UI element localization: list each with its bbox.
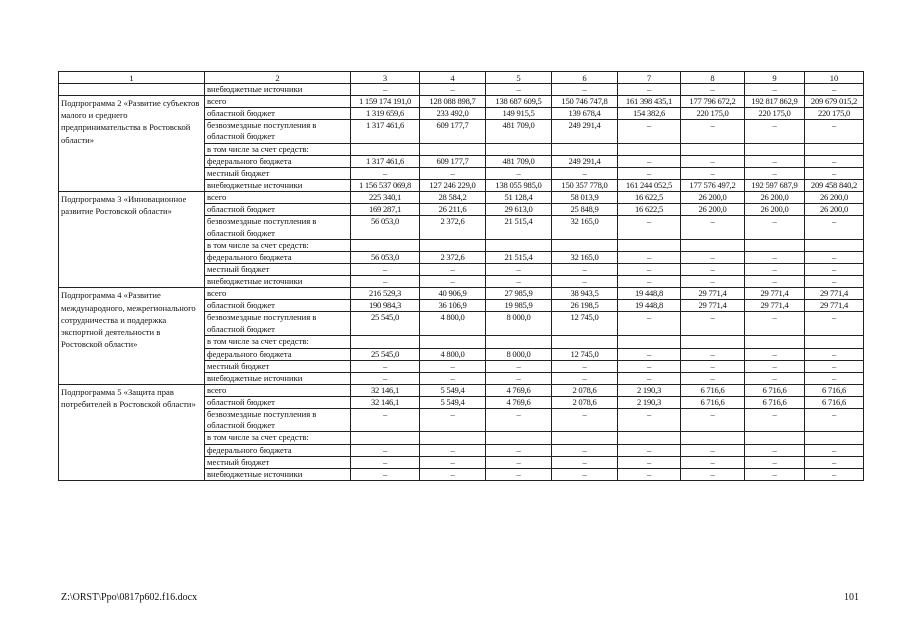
- source-label: внебюджетные источники: [205, 84, 351, 96]
- value-cell: [745, 432, 805, 444]
- source-label: федерального бюджета: [205, 252, 351, 264]
- value-cell: 29 613,0: [486, 204, 552, 216]
- value-cell: 233 492,0: [420, 108, 486, 120]
- source-label: в том числе за счет средств:: [205, 432, 351, 444]
- value-cell: –: [805, 360, 864, 372]
- source-label: в том числе за счет средств:: [205, 336, 351, 348]
- value-cell: 220 175,0: [745, 108, 805, 120]
- value-cell: –: [486, 264, 552, 276]
- header-cell: 7: [618, 72, 681, 84]
- value-cell: 2 078,6: [552, 396, 618, 408]
- source-label: безвозмездные поступления в областной бюджет: [205, 120, 351, 144]
- value-cell: [486, 336, 552, 348]
- table-body: [59, 72, 864, 481]
- subprogram-title: Подпрограмма 3 «Инновационное развитие Ростовской области»: [59, 192, 205, 288]
- source-label: всего: [205, 192, 351, 204]
- value-cell: [745, 143, 805, 155]
- value-cell: 29 771,4: [745, 300, 805, 312]
- source-label: всего: [205, 384, 351, 396]
- source-label: всего: [205, 288, 351, 300]
- value-cell: 6 716,6: [805, 396, 864, 408]
- value-cell: 1 317 461,6: [351, 120, 420, 144]
- source-label: в том числе за счет средств:: [205, 240, 351, 252]
- value-cell: [618, 432, 681, 444]
- page-number: 101: [844, 592, 859, 603]
- value-cell: –: [681, 360, 745, 372]
- value-cell: [681, 432, 745, 444]
- source-label: всего: [205, 96, 351, 108]
- value-cell: 177 576 497,2: [681, 180, 745, 192]
- value-cell: 1 319 659,6: [351, 108, 420, 120]
- value-cell: –: [618, 468, 681, 480]
- source-label: местный бюджет: [205, 360, 351, 372]
- value-cell: 40 906,9: [420, 288, 486, 300]
- value-cell: 192 817 862,9: [745, 96, 805, 108]
- value-cell: [552, 240, 618, 252]
- source-label: внебюджетные источники: [205, 372, 351, 384]
- value-cell: 481 709,0: [486, 120, 552, 144]
- value-cell: –: [805, 312, 864, 336]
- value-cell: 38 943,5: [552, 288, 618, 300]
- value-cell: –: [420, 168, 486, 180]
- value-cell: 128 088 898,7: [420, 96, 486, 108]
- value-cell: –: [351, 264, 420, 276]
- value-cell: –: [745, 348, 805, 360]
- value-cell: –: [618, 168, 681, 180]
- value-cell: –: [351, 276, 420, 288]
- subprogram-title: Подпрограмма 5 «Защита прав потребителей в Ростовской области»: [59, 384, 205, 480]
- value-cell: –: [486, 456, 552, 468]
- value-cell: 19 448,8: [618, 288, 681, 300]
- value-cell: 28 584,2: [420, 192, 486, 204]
- subprogram-title: Подпрограмма 4 «Развитие международного, межрегионального сотрудничества и поддержка экспортной деятельности в Ростовской области»: [59, 288, 205, 384]
- value-cell: 21 515,4: [486, 216, 552, 240]
- value-cell: [681, 336, 745, 348]
- value-cell: –: [745, 156, 805, 168]
- value-cell: 161 244 052,5: [618, 180, 681, 192]
- value-cell: [552, 143, 618, 155]
- value-cell: –: [745, 276, 805, 288]
- value-cell: –: [618, 276, 681, 288]
- value-cell: –: [552, 360, 618, 372]
- value-cell: –: [618, 456, 681, 468]
- value-cell: 4 800,0: [420, 312, 486, 336]
- header-cell: 9: [745, 72, 805, 84]
- value-cell: 21 515,4: [486, 252, 552, 264]
- value-cell: 177 796 672,2: [681, 96, 745, 108]
- value-cell: –: [745, 408, 805, 432]
- value-cell: –: [618, 264, 681, 276]
- value-cell: –: [618, 348, 681, 360]
- source-label: местный бюджет: [205, 456, 351, 468]
- value-cell: 26 200,0: [681, 204, 745, 216]
- value-cell: [745, 336, 805, 348]
- value-cell: –: [420, 264, 486, 276]
- value-cell: 249 291,4: [552, 156, 618, 168]
- value-cell: 249 291,4: [552, 120, 618, 144]
- value-cell: –: [805, 456, 864, 468]
- value-cell: [351, 240, 420, 252]
- value-cell: –: [745, 84, 805, 96]
- value-cell: –: [681, 156, 745, 168]
- header-cell: 3: [351, 72, 420, 84]
- value-cell: [681, 143, 745, 155]
- value-cell: –: [681, 120, 745, 144]
- value-cell: –: [486, 168, 552, 180]
- value-cell: 2 372,6: [420, 216, 486, 240]
- value-cell: 27 985,9: [486, 288, 552, 300]
- value-cell: –: [805, 168, 864, 180]
- value-cell: 29 771,4: [745, 288, 805, 300]
- header-cell: 1: [59, 72, 205, 84]
- value-cell: –: [681, 468, 745, 480]
- value-cell: 216 529,3: [351, 288, 420, 300]
- value-cell: 32 165,0: [552, 216, 618, 240]
- value-cell: –: [420, 456, 486, 468]
- value-cell: 4 769,6: [486, 396, 552, 408]
- value-cell: –: [745, 468, 805, 480]
- value-cell: [805, 336, 864, 348]
- value-cell: –: [351, 456, 420, 468]
- value-cell: –: [745, 120, 805, 144]
- value-cell: –: [618, 372, 681, 384]
- value-cell: 220 175,0: [805, 108, 864, 120]
- value-cell: –: [486, 372, 552, 384]
- value-cell: 26 211,6: [420, 204, 486, 216]
- value-cell: 4 800,0: [420, 348, 486, 360]
- value-cell: 19 448,8: [618, 300, 681, 312]
- value-cell: 56 053,0: [351, 252, 420, 264]
- value-cell: –: [681, 372, 745, 384]
- table-row: [59, 84, 864, 96]
- source-label: областной бюджет: [205, 204, 351, 216]
- value-cell: –: [618, 120, 681, 144]
- value-cell: –: [420, 408, 486, 432]
- value-cell: 138 055 985,0: [486, 180, 552, 192]
- value-cell: –: [351, 444, 420, 456]
- value-cell: –: [552, 456, 618, 468]
- value-cell: –: [351, 84, 420, 96]
- value-cell: 12 745,0: [552, 348, 618, 360]
- value-cell: 138 687 609,5: [486, 96, 552, 108]
- value-cell: 4 769,6: [486, 384, 552, 396]
- value-cell: 2 190,3: [618, 384, 681, 396]
- value-cell: –: [745, 216, 805, 240]
- value-cell: –: [420, 372, 486, 384]
- value-cell: –: [681, 408, 745, 432]
- value-cell: 150 357 778,0: [552, 180, 618, 192]
- value-cell: –: [681, 84, 745, 96]
- value-cell: –: [618, 252, 681, 264]
- value-cell: 149 915,5: [486, 108, 552, 120]
- value-cell: [351, 143, 420, 155]
- value-cell: –: [552, 168, 618, 180]
- value-cell: 2 190,3: [618, 396, 681, 408]
- value-cell: 29 771,4: [805, 300, 864, 312]
- value-cell: [486, 432, 552, 444]
- value-cell: 32 146,1: [351, 384, 420, 396]
- value-cell: 139 678,4: [552, 108, 618, 120]
- source-label: федерального бюджета: [205, 348, 351, 360]
- value-cell: 26 198,5: [552, 300, 618, 312]
- subprogram-title: Подпрограмма 2 «Развитие субъектов малого и среднего предпринимательства в Ростовской области»: [59, 96, 205, 192]
- source-label: безвозмездные поступления в областной бюджет: [205, 216, 351, 240]
- value-cell: 150 746 747,8: [552, 96, 618, 108]
- value-cell: –: [618, 216, 681, 240]
- value-cell: 5 549,4: [420, 384, 486, 396]
- value-cell: –: [681, 312, 745, 336]
- value-cell: [486, 240, 552, 252]
- value-cell: 16 622,5: [618, 204, 681, 216]
- value-cell: 25 848,9: [552, 204, 618, 216]
- value-cell: 25 545,0: [351, 348, 420, 360]
- source-label: местный бюджет: [205, 264, 351, 276]
- value-cell: –: [805, 372, 864, 384]
- value-cell: –: [681, 264, 745, 276]
- value-cell: –: [618, 444, 681, 456]
- value-cell: 56 053,0: [351, 216, 420, 240]
- value-cell: 2 372,6: [420, 252, 486, 264]
- value-cell: [618, 240, 681, 252]
- table-row: [59, 384, 864, 396]
- value-cell: 19 985,9: [486, 300, 552, 312]
- value-cell: 58 013,9: [552, 192, 618, 204]
- value-cell: –: [681, 348, 745, 360]
- value-cell: 209 458 840,2: [805, 180, 864, 192]
- value-cell: –: [805, 264, 864, 276]
- value-cell: 220 175,0: [681, 108, 745, 120]
- value-cell: 25 545,0: [351, 312, 420, 336]
- program-cell: [59, 84, 205, 96]
- value-cell: –: [681, 456, 745, 468]
- value-cell: –: [745, 372, 805, 384]
- value-cell: [351, 432, 420, 444]
- value-cell: [351, 336, 420, 348]
- value-cell: –: [745, 360, 805, 372]
- value-cell: –: [552, 444, 618, 456]
- value-cell: –: [681, 252, 745, 264]
- value-cell: –: [618, 360, 681, 372]
- footer-file-path: Z:\ORST\Ppo\0817p602.f16.docx: [61, 592, 198, 603]
- header-cell: 6: [552, 72, 618, 84]
- value-cell: 481 709,0: [486, 156, 552, 168]
- value-cell: –: [618, 312, 681, 336]
- value-cell: 6 716,6: [681, 396, 745, 408]
- value-cell: –: [552, 468, 618, 480]
- value-cell: 1 159 174 191,0: [351, 96, 420, 108]
- value-cell: 32 146,1: [351, 396, 420, 408]
- header-cell: 2: [205, 72, 351, 84]
- header-cell: 10: [805, 72, 864, 84]
- source-label: в том числе за счет средств:: [205, 143, 351, 155]
- value-cell: 29 771,4: [805, 288, 864, 300]
- value-cell: 209 679 015,2: [805, 96, 864, 108]
- value-cell: 26 200,0: [745, 192, 805, 204]
- value-cell: –: [351, 408, 420, 432]
- value-cell: –: [351, 168, 420, 180]
- value-cell: –: [351, 468, 420, 480]
- header-row: [59, 72, 864, 84]
- value-cell: –: [805, 468, 864, 480]
- value-cell: [745, 240, 805, 252]
- value-cell: –: [486, 360, 552, 372]
- value-cell: 169 287,1: [351, 204, 420, 216]
- value-cell: –: [805, 84, 864, 96]
- value-cell: –: [486, 276, 552, 288]
- value-cell: 161 398 435,1: [618, 96, 681, 108]
- value-cell: [618, 336, 681, 348]
- value-cell: –: [351, 360, 420, 372]
- value-cell: –: [351, 372, 420, 384]
- value-cell: –: [745, 264, 805, 276]
- value-cell: –: [618, 156, 681, 168]
- value-cell: –: [745, 312, 805, 336]
- value-cell: –: [552, 372, 618, 384]
- value-cell: 1 317 461,6: [351, 156, 420, 168]
- value-cell: [805, 432, 864, 444]
- value-cell: –: [681, 168, 745, 180]
- value-cell: –: [552, 276, 618, 288]
- value-cell: [618, 143, 681, 155]
- source-label: областной бюджет: [205, 108, 351, 120]
- value-cell: –: [552, 84, 618, 96]
- value-cell: –: [805, 348, 864, 360]
- value-cell: 609 177,7: [420, 120, 486, 144]
- source-label: внебюджетные источники: [205, 468, 351, 480]
- value-cell: 8 000,0: [486, 348, 552, 360]
- value-cell: –: [618, 84, 681, 96]
- value-cell: –: [745, 444, 805, 456]
- value-cell: –: [618, 408, 681, 432]
- value-cell: 127 246 229,0: [420, 180, 486, 192]
- table-row: [59, 96, 864, 108]
- value-cell: 609 177,7: [420, 156, 486, 168]
- value-cell: –: [486, 444, 552, 456]
- value-cell: –: [681, 276, 745, 288]
- value-cell: 190 984,3: [351, 300, 420, 312]
- value-cell: [420, 432, 486, 444]
- value-cell: 8 000,0: [486, 312, 552, 336]
- value-cell: –: [420, 468, 486, 480]
- value-cell: 192 597 687,9: [745, 180, 805, 192]
- source-label: внебюджетные источники: [205, 276, 351, 288]
- value-cell: –: [805, 444, 864, 456]
- source-label: внебюджетные источники: [205, 180, 351, 192]
- value-cell: –: [745, 168, 805, 180]
- source-label: федерального бюджета: [205, 444, 351, 456]
- value-cell: 154 382,6: [618, 108, 681, 120]
- value-cell: –: [486, 84, 552, 96]
- value-cell: 26 200,0: [681, 192, 745, 204]
- value-cell: 6 716,6: [745, 396, 805, 408]
- value-cell: –: [486, 408, 552, 432]
- header-cell: 4: [420, 72, 486, 84]
- value-cell: –: [681, 216, 745, 240]
- value-cell: 6 716,6: [745, 384, 805, 396]
- header-cell: 8: [681, 72, 745, 84]
- source-label: безвозмездные поступления в областной бюджет: [205, 312, 351, 336]
- value-cell: 26 200,0: [805, 204, 864, 216]
- value-cell: 36 106,9: [420, 300, 486, 312]
- value-cell: 12 745,0: [552, 312, 618, 336]
- value-cell: [805, 143, 864, 155]
- value-cell: [486, 143, 552, 155]
- value-cell: –: [552, 264, 618, 276]
- value-cell: 225 340,1: [351, 192, 420, 204]
- value-cell: [420, 240, 486, 252]
- value-cell: –: [805, 276, 864, 288]
- value-cell: –: [420, 444, 486, 456]
- value-cell: –: [745, 252, 805, 264]
- value-cell: 51 128,4: [486, 192, 552, 204]
- value-cell: –: [552, 408, 618, 432]
- value-cell: 6 716,6: [681, 384, 745, 396]
- value-cell: [681, 240, 745, 252]
- source-label: местный бюджет: [205, 168, 351, 180]
- value-cell: –: [805, 216, 864, 240]
- value-cell: –: [681, 444, 745, 456]
- value-cell: –: [486, 468, 552, 480]
- source-label: федерального бюджета: [205, 156, 351, 168]
- value-cell: –: [420, 276, 486, 288]
- value-cell: –: [805, 156, 864, 168]
- value-cell: –: [420, 360, 486, 372]
- value-cell: –: [805, 252, 864, 264]
- value-cell: 5 549,4: [420, 396, 486, 408]
- value-cell: [420, 143, 486, 155]
- budget-table: [58, 71, 864, 481]
- value-cell: [552, 336, 618, 348]
- value-cell: [420, 336, 486, 348]
- value-cell: 32 165,0: [552, 252, 618, 264]
- header-cell: 5: [486, 72, 552, 84]
- value-cell: 6 716,6: [805, 384, 864, 396]
- value-cell: 16 622,5: [618, 192, 681, 204]
- value-cell: [552, 432, 618, 444]
- value-cell: 29 771,4: [681, 288, 745, 300]
- value-cell: [805, 240, 864, 252]
- source-label: областной бюджет: [205, 396, 351, 408]
- source-label: областной бюджет: [205, 300, 351, 312]
- value-cell: 26 200,0: [745, 204, 805, 216]
- value-cell: 29 771,4: [681, 300, 745, 312]
- source-label: безвозмездные поступления в областной бюджет: [205, 408, 351, 432]
- value-cell: 1 156 537 069,8: [351, 180, 420, 192]
- value-cell: 26 200,0: [805, 192, 864, 204]
- value-cell: –: [805, 408, 864, 432]
- value-cell: 2 078,6: [552, 384, 618, 396]
- table-row: [59, 288, 864, 300]
- value-cell: –: [805, 120, 864, 144]
- table-row: [59, 192, 864, 204]
- value-cell: –: [420, 84, 486, 96]
- value-cell: –: [745, 456, 805, 468]
